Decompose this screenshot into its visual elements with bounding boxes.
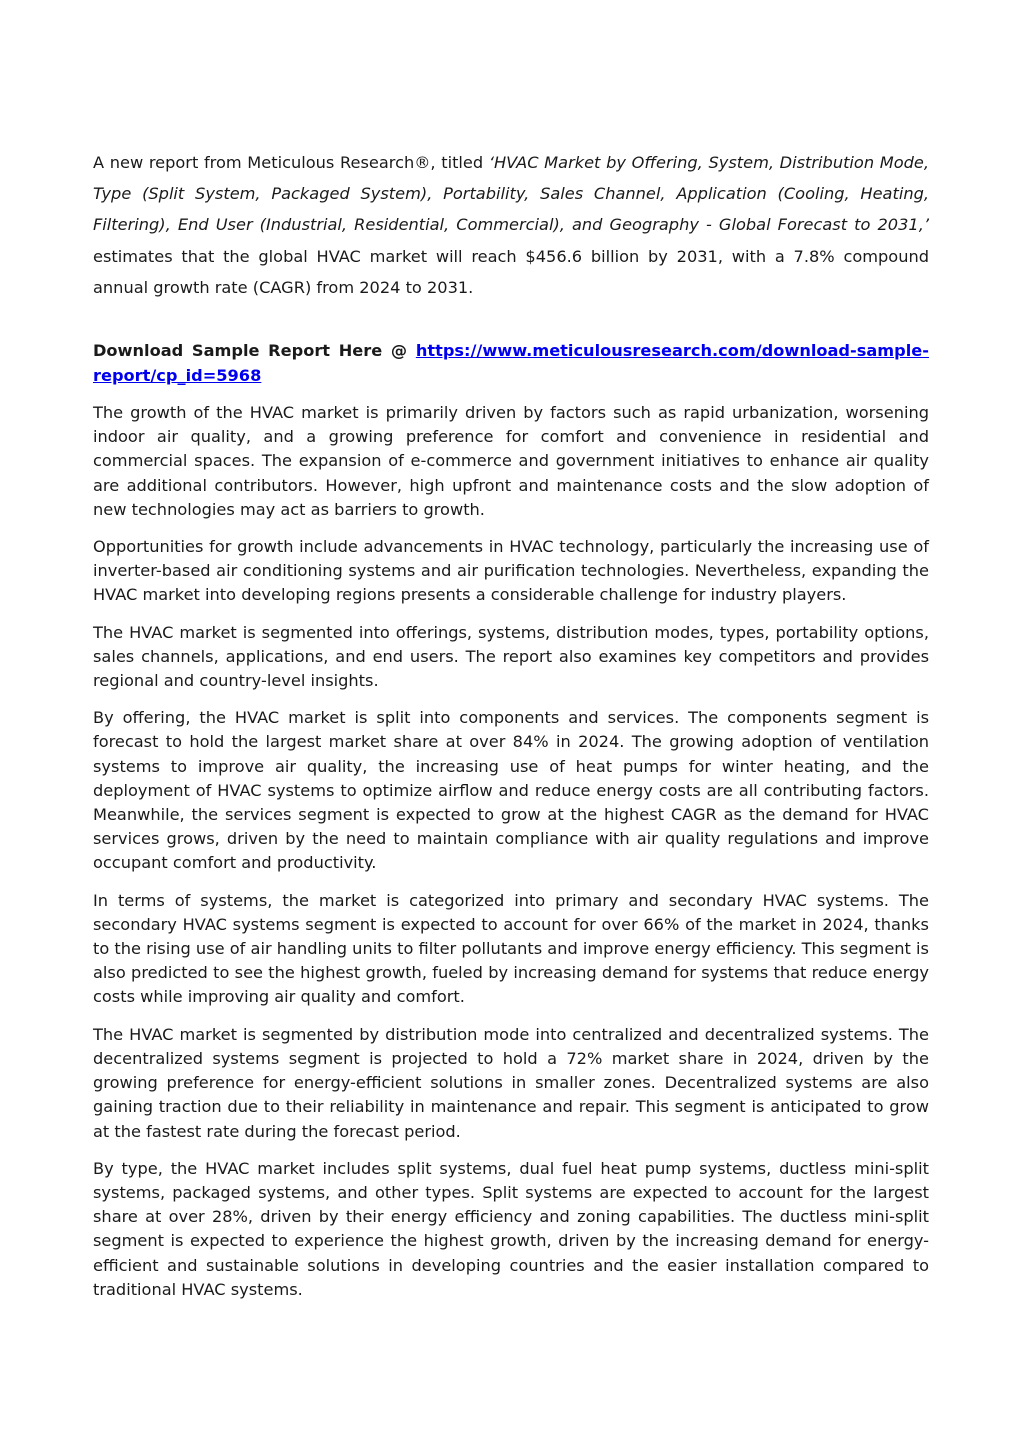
paragraph-growth-drivers: The growth of the HVAC market is primarily driven by factors such as rapid urbanization, worsening indoor air quality, and a growing preference for comfort and convenience in residential and commercial spaces. The expansion of e-commerce and government initiatives to enhance air quality are additional contributors. However, high upfront and maintenance costs and the slow adoption of new technologies may act as barriers to growth. xyxy=(93,403,929,519)
paragraph-systems: In terms of systems, the market is categorized into primary and secondary HVAC systems. The secondary HVAC systems segment is expected to account for over 66% of the market in 2024, thanks to the rising use of air handling units to filter pollutants and improve energy efficiency. This segment is also predicted to see the highest growth, fueled by increasing demand for systems that reduce energy costs while improving air quality and comfort. xyxy=(93,890,929,1007)
paragraph-segmentation: The HVAC market is segmented into offerings, systems, distribution modes, types, portability options, sales channels, applications, and end users. The report also examines key competitors and provides regional and country-level insights. xyxy=(93,622,929,691)
download-sample-link[interactable]: https://www.meticulousresearch.com/download-sample-report/cp_id=5968 xyxy=(93,341,929,385)
intro-tail: estimates that the global HVAC market will reach $456.6 billion by 2031, with a 7.8% compound annual growth rate (CAGR) from 2024 to 2031. xyxy=(93,246,929,297)
download-line xyxy=(93,339,929,388)
paragraph-opportunities: Opportunities for growth include advancements in HVAC technology, particularly the increasing use of inverter-based air conditioning systems and air purification technologies. Nevertheless, expanding the HVAC market into developing regions presents a considerable challenge for industry players. xyxy=(93,537,929,605)
paragraph-type: By type, the HVAC market includes split systems, dual fuel heat pump systems, ductless mini-split systems, packaged systems, and other types. Split systems are expected to account for the largest share at over 28%, driven by their energy efficiency and zoning capabilities. The ductless mini-split segment is expected to experience the highest growth, driven by the increasing demand for energy-efficient and sustainable solutions in developing countries and the easier installation compared to traditional HVAC systems. xyxy=(93,1158,929,1299)
intro-lead: A new report from Meticulous Research®, titled xyxy=(93,153,489,172)
download-label: Download Sample Report Here @ xyxy=(93,341,416,361)
intro-paragraph xyxy=(93,147,929,303)
paragraph-offering: By offering, the HVAC market is split into components and services. The components segment is forecast to hold the largest market share at over 84% in 2024. The growing adoption of ventilation systems to improve air quality, the increasing use of heat pumps for winter heating, and the deployment of HVAC systems to optimize airflow and reduce energy costs are all contributing factors. Meanwhile, the services segment is expected to grow at the highest CAGR as the demand for HVAC services grows, driven by the need to maintain compliance with air quality regulations and improve occupant comfort and productivity. xyxy=(93,708,929,873)
paragraph-distribution-mode: The HVAC market is segmented by distribution mode into centralized and decentralized systems. The decentralized systems segment is projected to hold a 72% market share in 2024, driven by the growing preference for energy-efficient solutions in smaller zones. Decentralized systems are also gaining traction due to their reliability in maintenance and repair. This segment is anticipated to grow at the fastest rate during the forecast period. xyxy=(93,1024,929,1141)
document-body xyxy=(93,147,929,1315)
report-title: ‘HVAC Market by Offering, System, Distribution Mode, Type (Split System, Packaged System), Portability, Sales Channel, Application (Cooling, Heating, Filtering), End User (Industrial, Residential, Commercial), and Geography - Global Forecast to 2031,’ xyxy=(93,153,929,235)
